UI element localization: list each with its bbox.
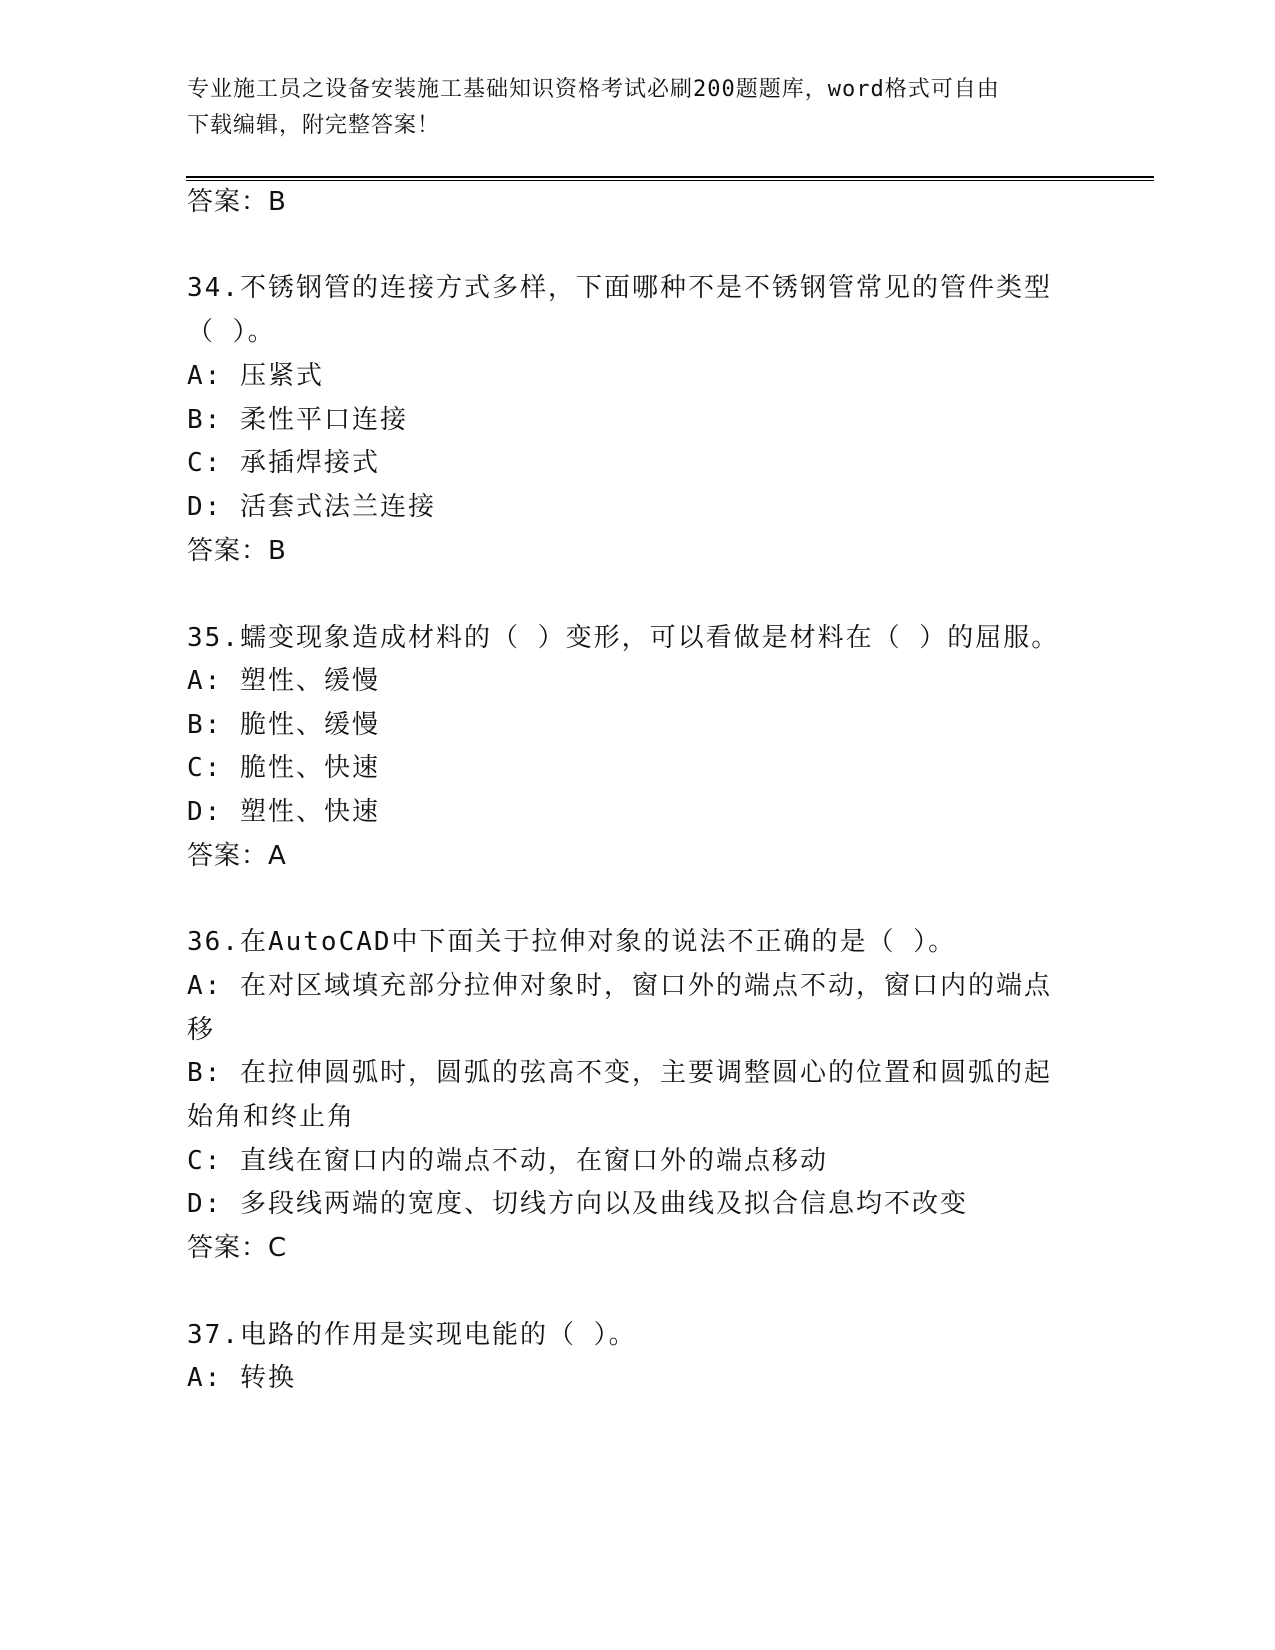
question-37-option-a: A: 转换: [187, 1363, 296, 1393]
question-34-option-a: A: 压紧式: [187, 361, 324, 391]
question-34-option-c: C: 承插焊接式: [187, 448, 380, 478]
question-35-text: 35.蠕变现象造成材料的（ ）变形，可以看做是材料在（ ）的屈服。: [187, 623, 1060, 653]
question-36-option-b: B: 在拉伸圆弧时，圆弧的弦高不变，主要调整圆心的位置和圆弧的起: [187, 1058, 1052, 1088]
header-line-2: 下载编辑，附完整答案！: [187, 113, 441, 138]
question-36-option-c: C: 直线在窗口内的端点不动，在窗口外的端点移动: [187, 1146, 828, 1176]
question-36-option-d: D: 多段线两端的宽度、切线方向以及曲线及拟合信息均不改变: [187, 1189, 968, 1219]
answer-35: 答案：A: [187, 841, 287, 871]
question-35-option-d: D: 塑性、快速: [187, 797, 380, 827]
question-35-option-b: B: 脆性、缓慢: [187, 710, 380, 740]
question-36-option-a-cont: 移: [187, 1015, 216, 1045]
header-divider: [186, 176, 1154, 181]
question-34-text: 34.不锈钢管的连接方式多样，下面哪种不是不锈钢管常见的管件类型: [187, 273, 1052, 303]
document-header: [187, 72, 1067, 144]
question-35-option-a: A: 塑性、缓慢: [187, 666, 380, 696]
question-34-option-d: D: 活套式法兰连接: [187, 492, 436, 522]
question-34-text-cont: （ ）。: [187, 317, 276, 347]
header-line-1: 专业施工员之设备安装施工基础知识资格考试必刷200题题库，word格式可自由: [187, 77, 1000, 102]
question-35-option-c: C: 脆性、快速: [187, 753, 380, 783]
question-34-option-b: B: 柔性平口连接: [187, 405, 408, 435]
question-36-option-b-cont: 始角和终止角: [187, 1102, 356, 1132]
answer-36: 答案：C: [187, 1233, 288, 1263]
question-37-text: 37.电路的作用是实现电能的（ ）。: [187, 1320, 637, 1350]
answer-33: 答案：B: [187, 187, 287, 217]
question-36-text: 36.在AutoCAD中下面关于拉伸对象的说法不正确的是（ ）。: [187, 927, 957, 957]
answer-34: 答案：B: [187, 536, 287, 566]
question-36-option-a: A: 在对区域填充部分拉伸对象时，窗口外的端点不动，窗口内的端点: [187, 971, 1052, 1001]
